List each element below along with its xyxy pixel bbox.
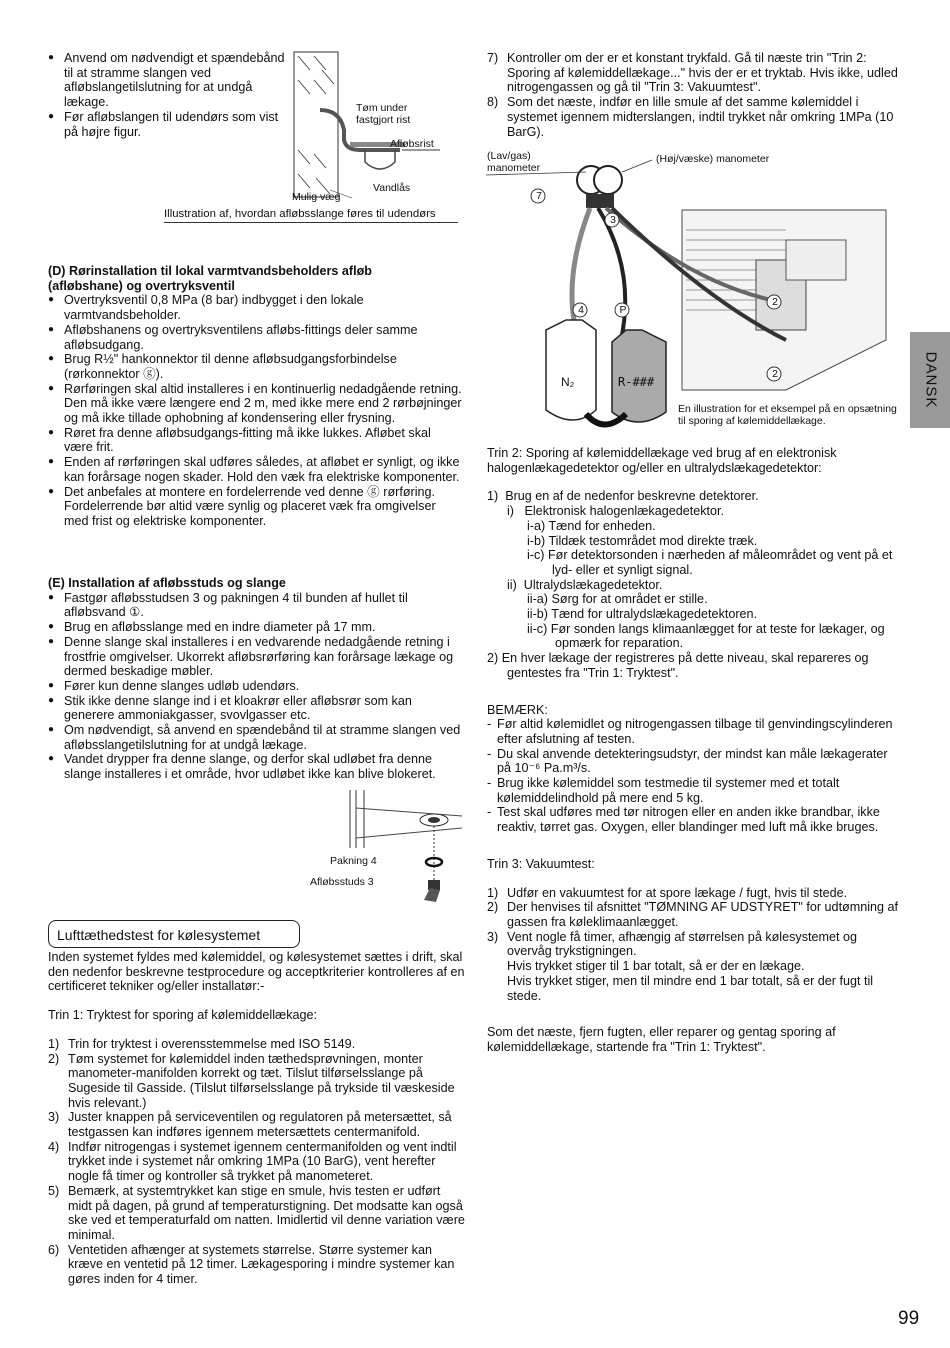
label-aflobsstuds: Afløbsstuds 3 [310, 876, 374, 888]
bullet: ● Røret fra denne afløbsudgangs-fitting må ikke lukkes. Afløbet skal være frit. [48, 426, 462, 455]
bullet: ● Rørføringen skal altid installeres i en kontinuerlig nedadgående retning. Den må ikke være længere end 2 m, med ikke mere end 2 rørbøjninger og må ikke tillade ophobning af kondensering eller frysning. [48, 382, 462, 426]
section-e-heading: (E) Installation af afløbsstuds og slange [48, 576, 286, 590]
bullet: ● Overtryksventil 0,8 MPa (8 bar) indbygget i den lokale varmtvandsbeholder. [48, 293, 462, 322]
label-mulig-vaeg: Mulig væg [292, 191, 341, 203]
right-top-items [487, 51, 901, 139]
step2-line: i) Elektronisk halogenlækagedetektor. [507, 504, 725, 519]
drain-plug-figure [340, 788, 465, 908]
step1-item: 5) Bemærk, at systemtrykket kan stige en smule, hvis testen er udført midt på dagen, på grund af temperaturstigning. Det modsatte kan også ske ved et temperaturfald om natten. Imidlertid vil denne variation være minimal. [48, 1183, 465, 1242]
bullet: ● Før afløbslangen til udendørs som vist på højre figur. [48, 110, 286, 139]
step2-line: ii-c) Før sonden langs klimaanlægget for at teste for lækager, og opmærk for reparation. [527, 621, 885, 651]
leak-test-title: Lufttæthedstest for kølesystemet [48, 920, 300, 948]
note-item: - Før altid kølemidlet og nitrogengassen tilbage til genvindingscylinderen efter afslutning af testen. [487, 717, 901, 746]
label-tom: Tøm under fastgjort rist [356, 102, 411, 126]
step1-item: 7) Kontroller om der er et konstant trykfald. Gå til næste trin "Trin 2: Sporing af kølemiddellækage..." hvis der er et tryktab. Hvis ikke, udled nitrogengassen og gå til "Trin 3: Vakuumtest". [487, 51, 898, 95]
page-number: 99 [898, 1308, 920, 1329]
bullet: ● Om nødvendigt, så anvend en spændebånd til at stramme slangen ved afløbsslangetilslutning for at undgå lækage. [48, 723, 462, 752]
bullet: ● Vandet drypper fra denne slange, og derfor skal udløbet fra denne slange installeres i et område, hvor udløbet ikke kan blive blokeret. [48, 752, 462, 781]
section-d-heading: (D) Rørinstallation til lokal varmtvandsbeholders afløb (afløbshane) og overtryksventil [48, 264, 372, 293]
step2-title: Trin 2: Sporing af kølemiddellækage ved brug af en elektronisk halogenlækagedetektor og/eller en ultralydslækagedetektor: [487, 446, 837, 475]
step2-line: ii-b) Tænd for ultralydslækagedetektoren. [527, 607, 758, 622]
leak-test-intro: Inden systemet fyldes med kølemiddel, og kølesystemet sættes i drift, skal den nedenfor beskrevne testprocedure og acceptkriterier kontrolleres af en certificeret tekniker og/eller installatør:- [48, 950, 465, 994]
step1-item: 6) Ventetiden afhænger at systemets størrelse. Større systemer kan kræve en ventetid på 12 timer. Lækagesporing i mindre systemer kan gøres inden for 4 timer. [48, 1242, 455, 1287]
left-top-bullets [48, 51, 286, 139]
bullet: ● Fører kun denne slanges udløb udendørs. [48, 679, 462, 694]
bullet: ● Anvend om nødvendigt et spændebånd til at stramme slangen ved afløbslangetilslutning for at undgå lækage. [48, 51, 286, 110]
step2-line: i-a) Tænd for enheden. [527, 518, 656, 533]
bullet: ● Afløbshanens og overtryksventilens afløbs-fittings deler samme afløbsudgang. [48, 323, 462, 352]
note-title: BEMÆRK: [487, 702, 548, 717]
marker-4: 4 [578, 304, 584, 316]
step1-item: 3) Juster knappen på serviceventilen og regulatoren på metersættet, så testgassen kan indføres igennem metersættets centermanifold. [48, 1110, 452, 1140]
label-n2: N₂ [561, 375, 575, 389]
step1-item: 8) Som det næste, indfør en lille smule af det samme kølemiddel i systemet igennem midterslangen, indtil trykket når omkring 1MPa (10 BarG). [487, 95, 894, 139]
note-item: - Du skal anvende detekteringsudstyr, der mindst kan måle lækagerater på 10⁻⁶ Pa.m³/s. [487, 747, 901, 776]
step2-line: ii-a) Sørg for at området er stille. [527, 592, 708, 607]
note-item: - Brug ikke kølemiddel som testmedie til systemer med et totalt kølemiddelindhold på mere end 5 kg. [487, 776, 901, 805]
marker-p: P [619, 304, 627, 316]
step2-line: 1) Brug en af de nedenfor beskrevne detektorer. [487, 489, 759, 504]
label-vandlas: Vandlås [373, 182, 411, 194]
step3-sub: Hvis trykket stiger, men til mindre end 1 bar totalt, så er der fugt til stede. [507, 973, 874, 1003]
bullet: ● Brug R½" hankonnektor til denne afløbsudgangsforbindelse (rørkonnektor ⓖ). [48, 352, 462, 381]
step3-item: 3) Vent nogle få timer, afhængig af størrelsen på kølesystemet og overvåg trykstigningen. [487, 929, 858, 959]
figure-caption: Illustration af, hvordan afløbsslange føres til udendørs [164, 208, 436, 220]
step1-item: 1) Trin for tryktest i overensstemmelse med ISO 5149. [48, 1036, 356, 1051]
bullet: ● Stik ikke denne slange ind i et kloakrør eller afløbsrør som kan generere ammoniakgasser, svovlgasser etc. [48, 694, 462, 723]
step1-item: 2) Tøm systemet for kølemiddel inden tæthedsprøvningen, monter manometer-manifolden korrekt og tæt. Tilslut tilførselsslange på Sugeside til Gasside. (Tilslut tilførselsslange på trykside til væskeside hvis relevant.) [48, 1051, 455, 1110]
leak-test [48, 950, 466, 1287]
bullet: ● Enden af rørføringen skal udføres således, at afløbet er synligt, og ikke kan forårsage nogen skader. Hold den væk fra elektriske komponenter. [48, 455, 462, 484]
label-r: R-### [618, 375, 655, 389]
figure-caption: En illustration for et eksempel på en opsætning til sporing af kølemiddellækage. [678, 403, 897, 427]
label-high-gauge: (Høj/væske) manometer [656, 153, 770, 165]
bullet: ● Brug en afløbsslange med en indre diameter på 17 mm. [48, 620, 462, 635]
step3-item: 1) Udfør en vakuumtest for at spore lækage / fugt, hvis til stede. [487, 885, 848, 900]
step2 [487, 446, 901, 1055]
step2-line: ii) Ultralydslækagedetektor. [507, 577, 663, 592]
caption-rule [164, 222, 458, 223]
step1-item: 4) Indfør nitrogengas i systemet igennem centermanifolden og vent indtil trykket inde i systemet når omkring 1MPa (10 BarG), vent herefter nogle få timer og kontroller så trykket på manometeret. [48, 1139, 457, 1184]
label-low-gauge: (Lav/gas) manometer [487, 150, 541, 174]
label-aflobsrist: Afløbsrist [390, 138, 434, 150]
step3-title: Trin 3: Vakuumtest: [487, 856, 595, 871]
marker-2a: 2 [772, 296, 778, 308]
step3-sub: Hvis trykket stiger til 1 bar totalt, så er der en lækage. [507, 959, 805, 974]
section-e [48, 576, 462, 782]
bullet: ● Fastgør afløbsstudsen 3 og pakningen 4 til bunden af hullet til afløbsvand ①. [48, 591, 462, 620]
note-item: - Test skal udføres med tør nitrogen eller en anden ikke brandbar, ikke reaktiv, tørret gas. Oxygen, eller blandinger med luft må ikke bruges. [487, 805, 901, 834]
bullet: ● Denne slange skal installeres i en vedvarende nedadgående retning i frostfrie omgivelser. Ukorrekt afløbsrørføring kan forårsage lækage og dermed beskadige møbler. [48, 635, 462, 679]
step1-title: Trin 1: Tryktest for sporing af kølemiddellækage: [48, 1008, 318, 1023]
label-pakning: Pakning 4 [330, 855, 377, 867]
bullet: ● Det anbefales at montere en fordelerrende ved denne ⓖ rørføring. Fordelerrende bør altid være synlig og placeret væk fra omgivelser med frist og elektriske komponenter. [48, 485, 462, 529]
step2-line: 2) En hver lækage der registreres på dette niveau, skal repareres og gentestes fra "Trin 1: Tryktest". [487, 651, 869, 680]
closing-text: Som det næste, fjern fugten, eller reparer og gentag sporing af kølemiddellækage, startende fra "Trin 1: Tryktest". [487, 1025, 836, 1054]
step2-line: i-c) Før detektorsonden i nærheden af måleområdet og vent på et lyd- eller et synligt signal. [527, 548, 893, 577]
step2-line: i-b) Tildæk testområdet mod direkte træk. [527, 533, 758, 548]
language-tab: DANSK [910, 332, 950, 428]
step3-item: 2) Der henvises til afsnittet "TØMNING AF UDSTYRET" for udtømning af gassen fra køleklimaanlægget. [487, 900, 899, 929]
marker-3: 3 [610, 214, 616, 226]
leak-setup-figure [486, 150, 896, 430]
marker-7: 7 [536, 190, 542, 202]
section-d [48, 264, 462, 529]
marker-2b: 2 [772, 368, 778, 380]
